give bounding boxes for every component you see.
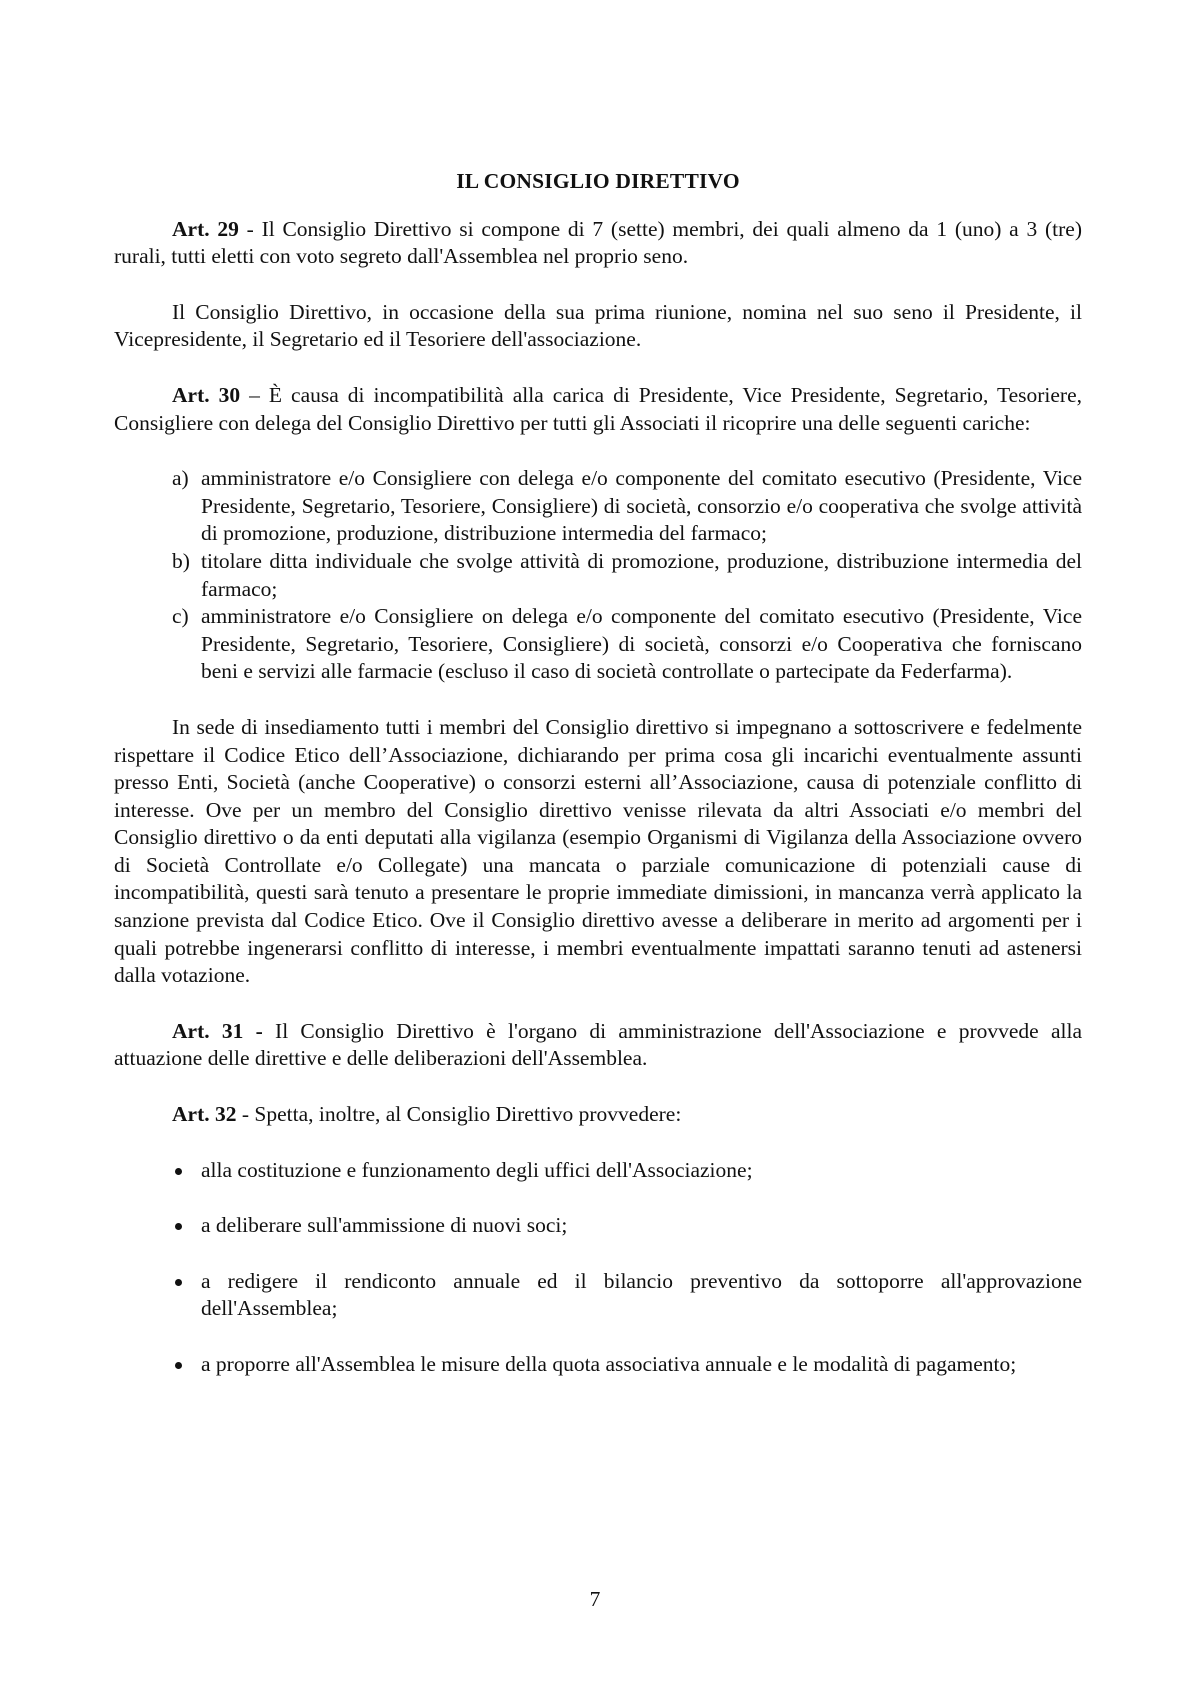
art-30-paragraph <box>114 382 1082 437</box>
list-item <box>172 1212 1082 1240</box>
list-item-text: amministratore e/o Consigliere on delega e/o componente del comitato esecutivo (Presidente, Vice Presidente, Segretario, Tesoriere, Consigliere) di società, consorzi e/o Cooperativa che forniscano beni e servizi alle farmacie (escluso il caso di società controllate o partecipate da Federfarma). <box>201 604 1082 684</box>
art-29-label: Art. 29 <box>172 216 239 241</box>
list-marker: a) <box>172 466 189 491</box>
list-item-text: titolare ditta individuale che svolge attività di promozione, produzione, distribuzione intermedia del farmaco; <box>201 548 1082 601</box>
list-item <box>172 1351 1082 1379</box>
list-item-text: a proporre all'Assemblea le misure della quota associativa annuale e le modalità di pagamento; <box>201 1352 1017 1376</box>
art-32-paragraph <box>114 1101 1082 1129</box>
list-marker: c) <box>172 604 189 629</box>
art-32-list <box>114 1157 1082 1379</box>
art-31-paragraph <box>114 1018 1082 1073</box>
bullet-icon <box>175 1223 182 1230</box>
bullet-icon <box>175 1168 182 1175</box>
art-30-list <box>114 465 1082 686</box>
list-item <box>172 548 1082 603</box>
list-item-text: amministratore e/o Consigliere con delega e/o componente del comitato esecutivo (Presidente, Vice Presidente, Segretario, Tesoriere, Consigliere) di società, consorzio e/o cooperativa che svolge attività di promozione, produzione, distribuzione intermedia del farmaco; <box>201 466 1082 546</box>
insediamento-paragraph: In sede di insediamento tutti i membri del Consiglio direttivo si impegnano a sottoscrivere e fedelmente rispettare il Codice Etico dell’Associazione, dichiarando per prima cosa gli incarichi eventualmente assunti presso Enti, Società (anche Cooperative) o consorzi esterni all’Associazione, causa di potenziale conflitto di interesse. Ove per un membro del Consiglio direttivo venisse rilevata da altri Associati e/o membri del Consiglio direttivo o da enti deputati alla vigilanza (esempio Organismi di Vigilanza della Associazione ovvero di Società Controllate e/o Collegate) una mancata o parziale comunicazione di potenziali cause di incompatibilità, questi sarà tenuto a presentare le proprie immediate dimissioni, in mancanza verrà applicato la sanzione prevista dal Codice Etico. Ove il Consiglio direttivo avesse a deliberare in merito ad argomenti per i quali potrebbe ingenerarsi conflitto di interesse, i membri eventualmente impattati saranno tenuti ad astenersi dalla votazione. <box>114 714 1082 988</box>
list-item <box>172 1268 1082 1323</box>
bullet-icon <box>175 1362 182 1369</box>
art-29-text: - Il Consiglio Direttivo si compone di 7 (sette) membri, dei quali almeno da 1 (uno) a 3 (tre) rurali, tutti eletti con voto segreto dall'Assemblea nel proprio seno. <box>114 216 1082 269</box>
art-31-label: Art. 31 - <box>172 1018 263 1043</box>
art-32-text: - Spetta, inoltre, al Consiglio Direttivo provvedere: <box>236 1102 682 1127</box>
art-30-text: – È causa di incompatibilità alla carica di Presidente, Vice Presidente, Segretario, Tesoriere, Consigliere con delega del Consiglio Direttivo per tutti gli Associati il ricoprire una delle seguenti cariche: <box>114 382 1083 435</box>
art-31-text: Il Consiglio Direttivo è l'organo di amministrazione dell'Associazione e provvede alla attuazione delle direttive e delle deliberazioni dell'Assemblea. <box>114 1018 1082 1071</box>
section-title: IL CONSIGLIO DIRETTIVO <box>456 169 740 193</box>
list-item-text: a redigere il rendiconto annuale ed il bilancio preventivo da sottoporre all'approvazione dell'Assemblea; <box>201 1268 1082 1321</box>
nomina-paragraph: Il Consiglio Direttivo, in occasione della sua prima riunione, nomina nel suo seno il Presidente, il Vicepresidente, il Segretario ed il Tesoriere dell'associazione. <box>114 299 1082 352</box>
list-item-text: alla costituzione e funzionamento degli uffici dell'Associazione; <box>201 1157 753 1182</box>
list-item <box>172 465 1082 548</box>
art-30-label: Art. 30 <box>172 382 241 407</box>
list-marker: b) <box>172 548 190 573</box>
list-item <box>172 603 1082 686</box>
document-page <box>114 168 1082 1407</box>
art-29-paragraph <box>114 216 1082 271</box>
page-number: 7 <box>589 1587 601 1611</box>
bullet-icon <box>175 1279 182 1286</box>
list-item <box>172 1157 1082 1185</box>
list-item-text: a deliberare sull'ammissione di nuovi soci; <box>201 1213 568 1238</box>
art-32-label: Art. 32 <box>172 1102 237 1127</box>
